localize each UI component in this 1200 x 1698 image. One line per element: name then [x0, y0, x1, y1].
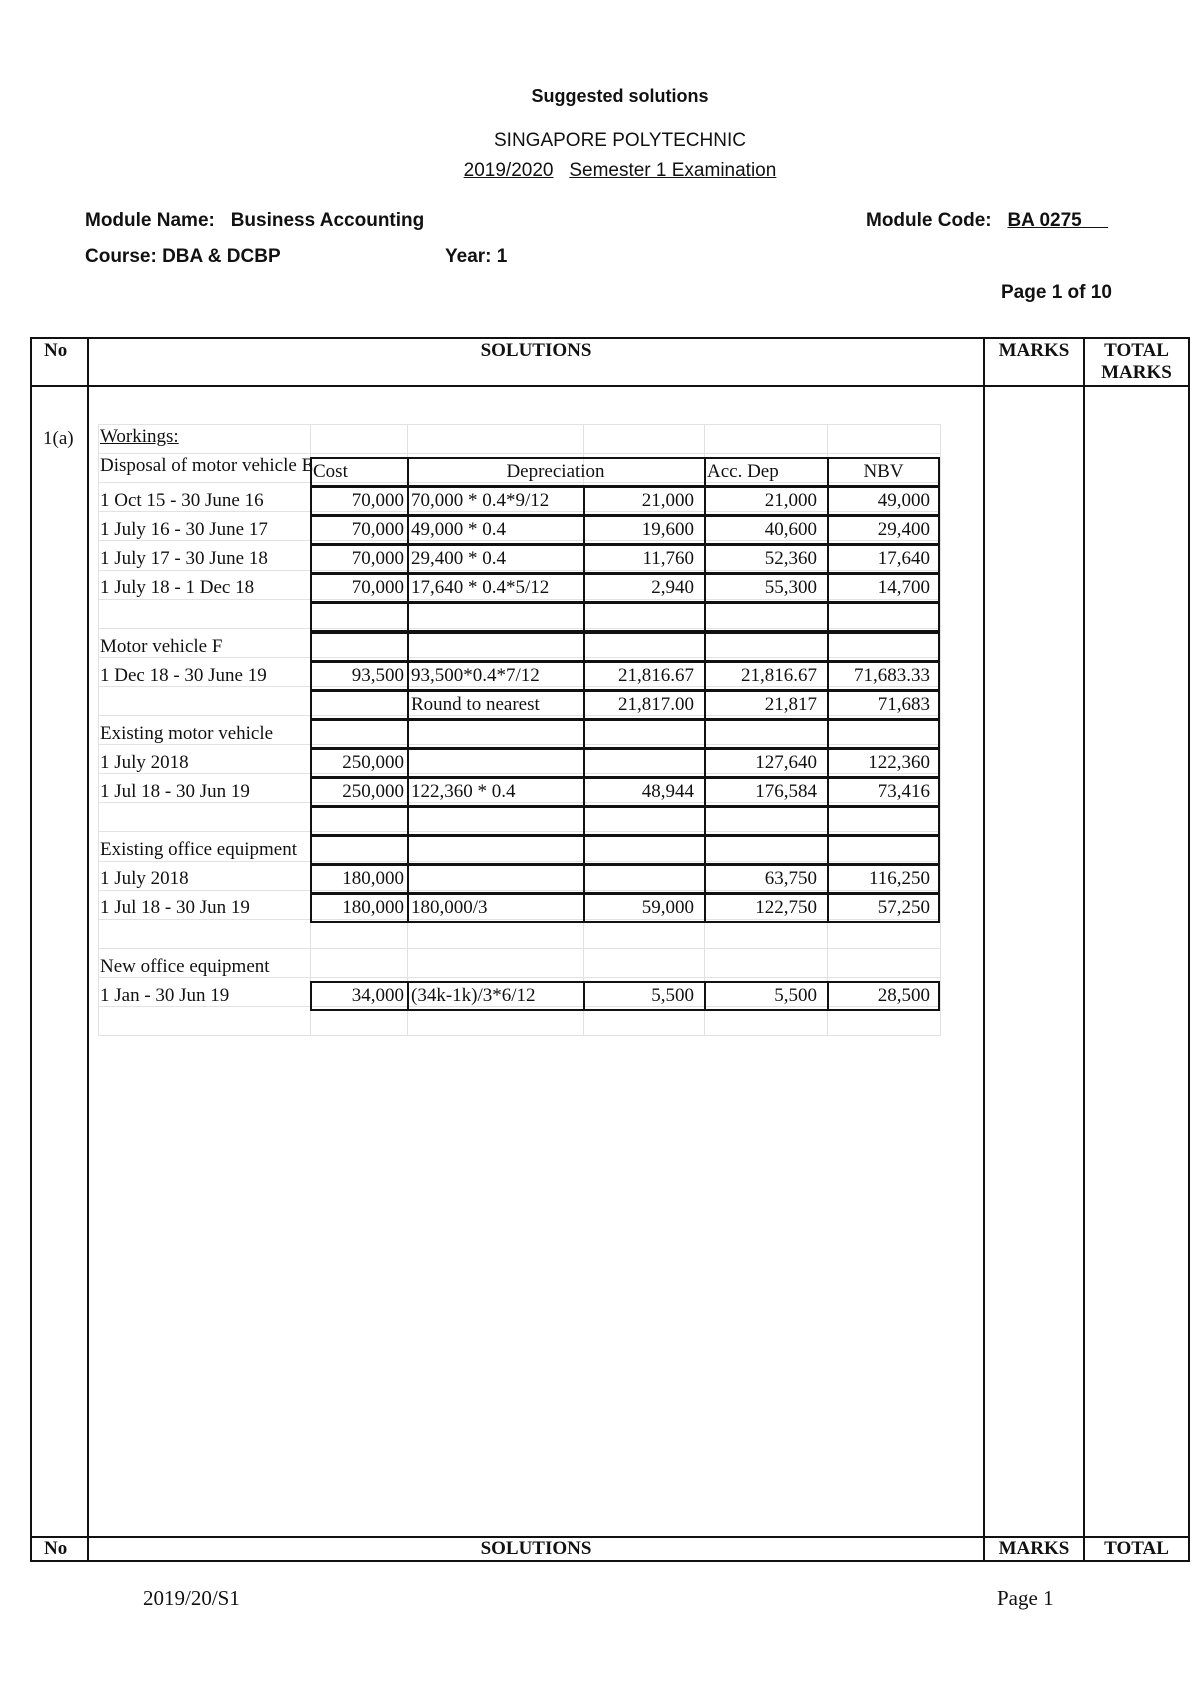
grid-line: [98, 424, 99, 1036]
footer-header-total: TOTAL: [1104, 1538, 1169, 1559]
workings-row-label: 1 Jul 18 - 30 Jun 19: [100, 781, 250, 802]
workings-cell-divider: [827, 806, 829, 836]
workings-cost: 70,000: [351, 490, 404, 511]
workings-row-box: [310, 806, 940, 836]
workings-col-depreciation: Depreciation: [506, 461, 605, 482]
year-of-study: Year: 1: [445, 246, 508, 267]
workings-nbv: 71,683.33: [854, 664, 930, 686]
workings-acc-dep: 5,500: [774, 984, 817, 1006]
workings-cell-divider: [407, 602, 409, 632]
workings-row-label: 1 July 2018: [100, 868, 189, 890]
institution-name: SINGAPORE POLYTECHNIC: [494, 130, 746, 151]
workings-row-label: 1 Oct 15 - 30 June 16: [100, 490, 264, 511]
footer-code: 2019/20/S1: [143, 1586, 240, 1610]
workings-nbv: 122,360: [868, 751, 930, 773]
workings-acc-dep: 63,750: [764, 868, 817, 890]
workings-nbv: 28,500: [877, 984, 930, 1006]
workings-cost: 34,000: [351, 984, 404, 1006]
workings-nbv: 73,416: [877, 781, 930, 802]
workings-cell-divider: [407, 661, 409, 691]
workings-row-label: 1 July 18 - 1 Dec 18: [100, 577, 255, 599]
workings-cell-divider: [407, 835, 409, 865]
exam-semester: Semester 1 Examination: [569, 160, 777, 181]
grid-line: [98, 424, 940, 425]
module-name: [85, 210, 424, 232]
workings-col-nbv: NBV: [863, 461, 904, 482]
workings-cost: 70,000: [351, 548, 404, 570]
workings-cell-divider: [583, 864, 585, 894]
workings-row-label: New office equipment: [100, 955, 270, 977]
workings-row-label: 1 July 2018: [100, 751, 189, 773]
workings-cost: 250,000: [342, 781, 404, 802]
page-count: Page 1 of 10: [1001, 282, 1112, 303]
course: Course: DBA & DCBP: [85, 246, 281, 267]
header-marks: MARKS: [998, 340, 1070, 361]
workings-cell-divider: [407, 690, 409, 720]
workings-cell-divider: [407, 573, 409, 603]
workings-depreciation: 11,760: [642, 548, 694, 570]
workings-nbv: 29,400: [877, 519, 930, 541]
workings-nbv: 14,700: [877, 577, 930, 599]
workings-formula: 49,000 * 0.4: [411, 519, 506, 541]
workings-acc-dep: 176,584: [755, 781, 817, 802]
workings-cell-divider: [407, 806, 409, 836]
module-code: [866, 210, 1108, 232]
workings-acc-dep: 55,300: [764, 577, 817, 599]
workings-cost: 93,500: [351, 664, 404, 686]
workings-cell-divider: [407, 486, 409, 516]
workings-cell-divider: [704, 632, 706, 662]
workings-acc-dep: 21,000: [764, 490, 817, 511]
workings-row-label: Existing motor vehicle: [100, 722, 274, 744]
workings-depreciation: 5,500: [651, 984, 694, 1006]
workings-title: Workings:: [100, 426, 179, 447]
workings-depreciation: 48,944: [641, 781, 694, 802]
workings-cell-divider: [407, 864, 409, 894]
workings-table: [98, 424, 940, 1036]
workings-cell-divider: [583, 632, 585, 662]
workings-cell-divider: [583, 806, 585, 836]
workings-cell-divider: [407, 515, 409, 545]
workings-cell-divider: [583, 835, 585, 865]
grid-line: [940, 424, 941, 1036]
workings-col-cost: Cost: [313, 461, 348, 482]
workings-subtitle: Disposal of motor vehicle E: [100, 455, 314, 476]
workings-row-label: Existing office equipment: [100, 839, 297, 861]
workings-formula: (34k-1k)/3*6/12: [411, 984, 536, 1006]
workings-cell-divider: [827, 719, 829, 749]
header-no: No: [44, 340, 68, 361]
workings-formula: 17,640 * 0.4*5/12: [411, 577, 550, 599]
workings-cell-divider: [407, 981, 409, 1011]
workings-cell-divider: [704, 719, 706, 749]
workings-acc-dep: 122,750: [755, 897, 817, 919]
workings-acc-dep: 21,817: [764, 693, 817, 715]
workings-formula: Round to nearest: [411, 693, 540, 715]
workings-cost: 250,000: [342, 751, 404, 773]
workings-cell-divider: [827, 602, 829, 632]
grid-line: [98, 948, 940, 949]
workings-cell-divider: [407, 893, 409, 923]
workings-depreciation: 21,816.67: [618, 664, 694, 686]
footer-header-no: No: [44, 1538, 68, 1559]
workings-depreciation: 59,000: [641, 897, 694, 919]
workings-cell-divider: [407, 748, 409, 778]
workings-cell-divider: [827, 835, 829, 865]
exam-title: [0, 160, 1200, 182]
document-subtitle: Suggested solutions: [531, 86, 709, 106]
workings-nbv: 71,683: [877, 693, 930, 715]
workings-cell-divider: [704, 602, 706, 632]
workings-cell-divider: [407, 719, 409, 749]
module-code-label: Module Code:: [866, 210, 992, 231]
workings-row-label: 1 Jul 18 - 30 Jun 19: [100, 897, 250, 919]
workings-row-box: [310, 835, 940, 865]
workings-cell-divider: [704, 835, 706, 865]
workings-cell-divider: [407, 544, 409, 574]
workings-header-divider: [704, 457, 706, 487]
header-total: TOTAL: [1104, 340, 1169, 361]
workings-depreciation: 21,000: [641, 490, 694, 511]
workings-row-label: 1 July 16 - 30 June 17: [100, 519, 268, 541]
workings-formula: 29,400 * 0.4: [411, 548, 506, 570]
module-name-value: Business Accounting: [230, 210, 425, 231]
workings-acc-dep: 52,360: [764, 548, 817, 570]
workings-cell-divider: [407, 632, 409, 662]
grid-line: [98, 1035, 940, 1036]
workings-col-accdep: Acc. Dep: [707, 461, 779, 482]
footer-page: Page 1: [997, 1586, 1054, 1610]
workings-acc-dep: 127,640: [755, 751, 817, 773]
workings-row-label: Motor vehicle F: [100, 635, 223, 657]
workings-nbv: 17,640: [877, 548, 930, 570]
workings-cost: 70,000: [351, 519, 404, 541]
workings-formula: 70,000 * 0.4*9/12: [411, 490, 550, 511]
workings-cost: 180,000: [342, 868, 404, 890]
module-code-value: BA 0275: [1007, 210, 1082, 231]
workings-cell-divider: [583, 602, 585, 632]
header-solutions: SOLUTIONS: [480, 340, 592, 361]
workings-acc-dep: 40,600: [764, 519, 817, 541]
footer-header-marks: MARKS: [998, 1538, 1070, 1559]
workings-cost: 180,000: [342, 897, 404, 919]
workings-depreciation: 21,817.00: [618, 693, 694, 715]
workings-cell-divider: [407, 777, 409, 807]
workings-depreciation: 19,600: [641, 519, 694, 541]
workings-nbv: 57,250: [877, 897, 930, 919]
question-number: 1(a): [43, 428, 74, 449]
workings-acc-dep: 21,816.67: [741, 664, 817, 686]
workings-cell-divider: [827, 632, 829, 662]
workings-formula: 122,360 * 0.4: [411, 781, 516, 802]
workings-row-box: [310, 719, 940, 749]
workings-formula: 180,000/3: [411, 897, 488, 919]
header-total-marks: MARKS: [1101, 362, 1172, 383]
workings-row-label: 1 Dec 18 - 30 June 19: [100, 664, 267, 686]
workings-row-box: [310, 632, 940, 662]
workings-cell-divider: [583, 719, 585, 749]
grid-line: [98, 453, 940, 454]
footer-header-solutions: SOLUTIONS: [480, 1538, 592, 1559]
workings-cost: 70,000: [351, 577, 404, 599]
workings-nbv: 116,250: [868, 868, 930, 890]
workings-row-box: [310, 602, 940, 632]
module-name-label: Module Name:: [85, 210, 215, 231]
workings-row-label: 1 July 17 - 30 June 18: [100, 548, 268, 570]
workings-row-label: 1 Jan - 30 Jun 19: [100, 984, 230, 1006]
workings-cell-divider: [704, 806, 706, 836]
exam-year: 2019/2020: [463, 160, 554, 181]
workings-depreciation: 2,940: [651, 577, 694, 599]
workings-cell-divider: [583, 748, 585, 778]
workings-formula: 93,500*0.4*7/12: [411, 664, 540, 686]
workings-nbv: 49,000: [877, 490, 930, 511]
